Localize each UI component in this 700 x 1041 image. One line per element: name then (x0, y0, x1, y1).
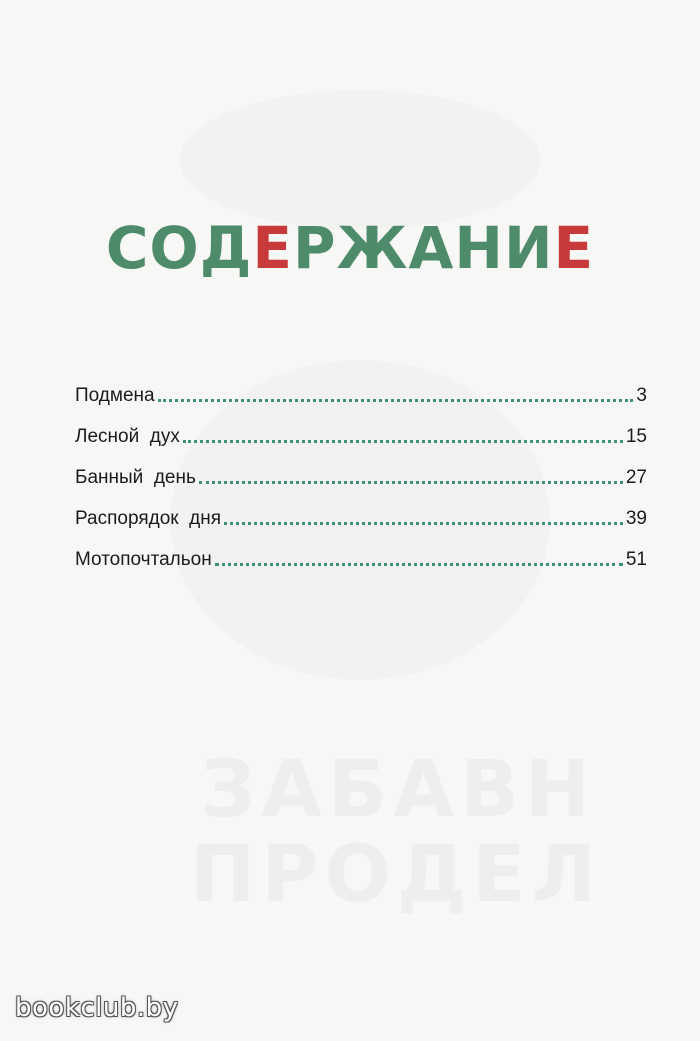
toc-dot-leader (199, 481, 623, 484)
show-through-text (200, 745, 596, 835)
toc-page-number: 39 (625, 508, 647, 529)
table-of-contents (75, 367, 647, 572)
show-through-text (190, 830, 602, 920)
toc-page-number: 3 (636, 385, 647, 406)
title-letter: Д (199, 214, 253, 282)
title-letter: С (105, 214, 150, 282)
toc-entry (75, 490, 647, 531)
toc-entry (75, 367, 647, 408)
title-letter: А (408, 214, 455, 282)
title-letter: Ж (336, 214, 409, 282)
title-letter: Е (252, 214, 294, 282)
title-letter: О (149, 214, 200, 282)
toc-entry (75, 531, 647, 572)
toc-entry-title: Подмена (75, 385, 155, 406)
toc-entry-title: Лесной дух (75, 426, 180, 447)
toc-entry-title: Распорядок дня (75, 508, 221, 529)
toc-entry-title: Мотопочтальон (75, 549, 212, 570)
site-watermark: bookclub.by (15, 993, 179, 1023)
title-letter: Р (293, 214, 337, 282)
toc-page-number: 27 (625, 467, 647, 488)
title-letter: Н (454, 214, 504, 282)
toc-entry (75, 449, 647, 490)
toc-page-number: 15 (625, 426, 647, 447)
toc-entry-title: Банный день (75, 467, 196, 488)
page-title (0, 208, 700, 288)
toc-dot-leader (224, 522, 623, 525)
toc-dot-leader (215, 563, 623, 566)
toc-page-number: 51 (625, 549, 647, 570)
toc-dot-leader (183, 440, 623, 443)
toc-dot-leader (158, 399, 634, 402)
title-letter: Е (553, 214, 595, 282)
title-letter: И (503, 214, 554, 282)
toc-entry (75, 408, 647, 449)
